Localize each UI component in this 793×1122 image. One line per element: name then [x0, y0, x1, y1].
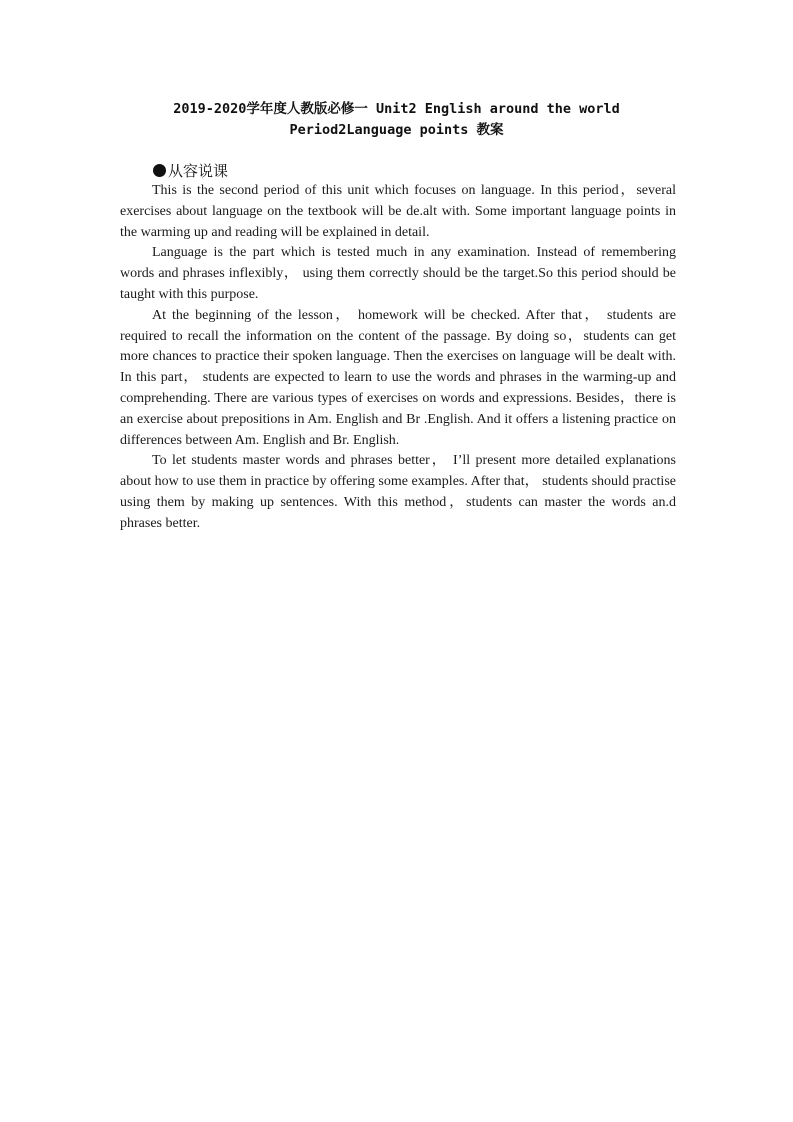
- paragraph: Language is the part which is tested much in any examination. Instead of remembering words and phrases inflexibly， using them correctly should be the target.So this period should be taught with this purpose.: [120, 245, 676, 302]
- section-heading: [153, 160, 228, 181]
- paragraph: This is the second period of this unit which focuses on language. In this period，several exercises about language on the textbook will be de.alt with. Some important language points in the warming up and reading will be explained in detail.: [120, 183, 676, 240]
- body-text: [120, 181, 676, 535]
- section-heading-text: 从容说课: [168, 162, 229, 180]
- document-title-line-2: Period2Language points 教案: [289, 122, 504, 138]
- document-title-line-1: 2019-2020学年度人教版必修一 Unit2 English around the world: [173, 101, 620, 117]
- paragraph: To let students master words and phrases better， I’ll present more detailed explanations about how to use them in practice by offering some examples. After that， students should practise using them by making up sentences. With this method，students can master the words an.d phrases better.: [120, 453, 676, 531]
- bullet-icon: [153, 164, 166, 177]
- paragraph: At the beginning of the lesson， homework will be checked. After that， students are required to recall the information on the content of the passage. By doing so，students can get more chances to practice their spoken language. Then the exercises on language will be dealt with. In this part， students are expected to learn to use the words and phrases in the warming-up and comprehending. There are various types of exercises on words and expressions. Besides，there is an exercise about prepositions in Am. English and Br .English. And it offers a listening practice on differences between Am. English and Br. English.: [120, 307, 676, 448]
